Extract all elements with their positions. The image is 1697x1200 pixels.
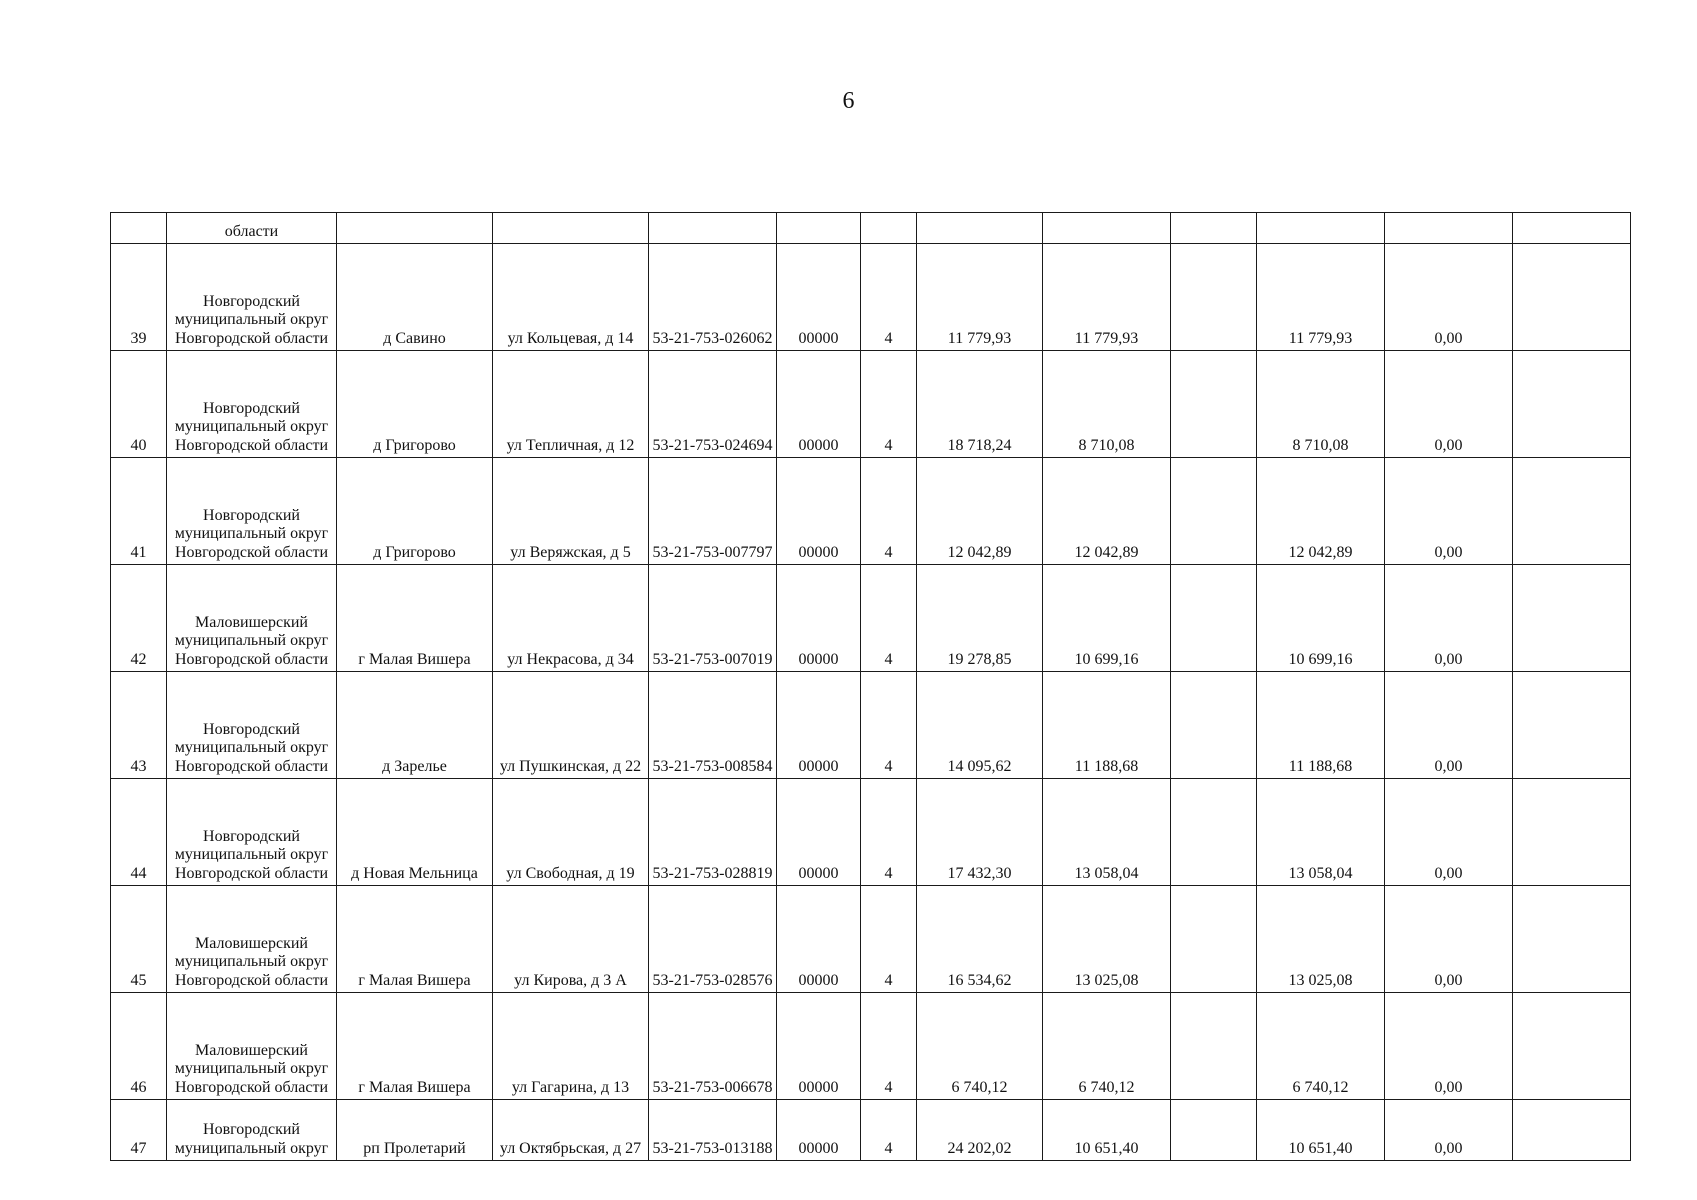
street-cell: ул Тепличная, д 12 (493, 351, 649, 458)
street-cell: ул Некрасова, д 34 (493, 565, 649, 672)
category-cell: 4 (861, 993, 917, 1100)
code-cell: 53-21-753-007019 (649, 565, 777, 672)
table-row (111, 672, 1631, 779)
amount-4-cell: 13 058,04 (1257, 779, 1385, 886)
amount-5-cell: 0,00 (1385, 565, 1513, 672)
amount-2-cell: 10 699,16 (1043, 565, 1171, 672)
amount-1-cell: 14 095,62 (917, 672, 1043, 779)
category-cell: 4 (861, 565, 917, 672)
table-row (111, 458, 1631, 565)
register-table (110, 212, 1631, 1161)
table-row (111, 351, 1631, 458)
page-number: 6 (842, 88, 855, 114)
zero-code-cell: 00000 (777, 1100, 861, 1161)
amount-2-cell: 10 651,40 (1043, 1100, 1171, 1161)
locality-cell: д Зарелье (337, 672, 493, 779)
zero-code-cell: 00000 (777, 351, 861, 458)
amount-2-cell: 6 740,12 (1043, 993, 1171, 1100)
empty-cell (1513, 565, 1631, 672)
locality-cell: д Григорово (337, 351, 493, 458)
zero-code-cell: 00000 (777, 672, 861, 779)
amount-4-cell: 11 779,93 (1257, 244, 1385, 351)
amount-1-cell: 11 779,93 (917, 244, 1043, 351)
amount-5-cell: 0,00 (1385, 244, 1513, 351)
amount-3-cell (1171, 458, 1257, 565)
row-number-cell: 47 (111, 1100, 167, 1161)
street-cell: ул Гагарина, д 13 (493, 993, 649, 1100)
amount-3-cell (1171, 779, 1257, 886)
amount-2-cell: 8 710,08 (1043, 351, 1171, 458)
amount-3-cell (1171, 886, 1257, 993)
amount-4-cell: 11 188,68 (1257, 672, 1385, 779)
table-row (111, 993, 1631, 1100)
table-row (111, 886, 1631, 993)
row-number-cell: 41 (111, 458, 167, 565)
category-cell: 4 (861, 672, 917, 779)
code-cell: 53-21-753-008584 (649, 672, 777, 779)
amount-5-cell: 0,00 (1385, 1100, 1513, 1161)
continuation-row (111, 213, 1631, 244)
zero-code-cell: 00000 (777, 565, 861, 672)
empty-cell (1513, 886, 1631, 993)
locality-cell: г Малая Вишера (337, 565, 493, 672)
table-row (111, 565, 1631, 672)
district-cell: Маловишерский муниципальный округ Новгородской области (167, 565, 337, 672)
amount-1-cell: 17 432,30 (917, 779, 1043, 886)
table-row (111, 1100, 1631, 1161)
district-cell: Новгородский муниципальный округ Новгородской области (167, 351, 337, 458)
row-number-cell: 45 (111, 886, 167, 993)
street-cell: ул Веряжская, д 5 (493, 458, 649, 565)
district-cell: Маловишерский муниципальный округ Новгородской области (167, 993, 337, 1100)
zero-code-cell: 00000 (777, 779, 861, 886)
amount-3-cell (1171, 672, 1257, 779)
street-cell: ул Пушкинская, д 22 (493, 672, 649, 779)
amount-5-cell: 0,00 (1385, 886, 1513, 993)
amount-5-cell: 0,00 (1385, 672, 1513, 779)
amount-3-cell (1171, 993, 1257, 1100)
empty-cell (1513, 244, 1631, 351)
zero-code-cell: 00000 (777, 886, 861, 993)
amount-4-cell: 10 651,40 (1257, 1100, 1385, 1161)
street-cell: ул Кольцевая, д 14 (493, 244, 649, 351)
row-number-cell: 42 (111, 565, 167, 672)
category-cell: 4 (861, 351, 917, 458)
empty-cell (1513, 458, 1631, 565)
locality-cell: г Малая Вишера (337, 886, 493, 993)
code-cell: 53-21-753-013188 (649, 1100, 777, 1161)
category-cell: 4 (861, 458, 917, 565)
locality-cell: д Новая Мельница (337, 779, 493, 886)
amount-3-cell (1171, 1100, 1257, 1161)
district-cell: Новгородский муниципальный округ Новгородской области (167, 672, 337, 779)
district-cell: Новгородский муниципальный округ (167, 1100, 337, 1161)
register-body (111, 213, 1631, 1161)
amount-1-cell: 24 202,02 (917, 1100, 1043, 1161)
street-cell: ул Свободная, д 19 (493, 779, 649, 886)
locality-cell: д Григорово (337, 458, 493, 565)
amount-1-cell: 18 718,24 (917, 351, 1043, 458)
code-cell: 53-21-753-028576 (649, 886, 777, 993)
amount-1-cell: 12 042,89 (917, 458, 1043, 565)
table-row (111, 779, 1631, 886)
locality-cell: д Савино (337, 244, 493, 351)
amount-4-cell: 8 710,08 (1257, 351, 1385, 458)
amount-3-cell (1171, 244, 1257, 351)
table-row (111, 244, 1631, 351)
zero-code-cell: 00000 (777, 993, 861, 1100)
locality-cell: г Малая Вишера (337, 993, 493, 1100)
zero-code-cell: 00000 (777, 244, 861, 351)
amount-5-cell: 0,00 (1385, 458, 1513, 565)
district-cell: Новгородский муниципальный округ Новгородской области (167, 779, 337, 886)
amount-4-cell: 12 042,89 (1257, 458, 1385, 565)
zero-code-cell: 00000 (777, 458, 861, 565)
code-cell: 53-21-753-028819 (649, 779, 777, 886)
amount-4-cell: 6 740,12 (1257, 993, 1385, 1100)
amount-1-cell: 16 534,62 (917, 886, 1043, 993)
code-cell: 53-21-753-026062 (649, 244, 777, 351)
category-cell: 4 (861, 244, 917, 351)
empty-cell (1513, 993, 1631, 1100)
amount-5-cell: 0,00 (1385, 993, 1513, 1100)
row-number-cell: 43 (111, 672, 167, 779)
category-cell: 4 (861, 779, 917, 886)
code-cell: 53-21-753-024694 (649, 351, 777, 458)
row-number-cell: 44 (111, 779, 167, 886)
row-number-cell: 39 (111, 244, 167, 351)
street-cell: ул Октябрьская, д 27 (493, 1100, 649, 1161)
district-cell: Новгородский муниципальный округ Новгородской области (167, 458, 337, 565)
code-cell: 53-21-753-007797 (649, 458, 777, 565)
amount-2-cell: 11 779,93 (1043, 244, 1171, 351)
street-cell: ул Кирова, д 3 А (493, 886, 649, 993)
amount-2-cell: 13 058,04 (1043, 779, 1171, 886)
amount-4-cell: 13 025,08 (1257, 886, 1385, 993)
category-cell: 4 (861, 886, 917, 993)
empty-cell (1513, 779, 1631, 886)
category-cell: 4 (861, 1100, 917, 1161)
amount-2-cell: 13 025,08 (1043, 886, 1171, 993)
empty-cell (1513, 351, 1631, 458)
locality-cell: рп Пролетарий (337, 1100, 493, 1161)
row-number-cell: 46 (111, 993, 167, 1100)
row-number-cell: 40 (111, 351, 167, 458)
amount-1-cell: 19 278,85 (917, 565, 1043, 672)
empty-cell (1513, 1100, 1631, 1161)
district-cell: Маловишерский муниципальный округ Новгородской области (167, 886, 337, 993)
amount-5-cell: 0,00 (1385, 779, 1513, 886)
amount-1-cell: 6 740,12 (917, 993, 1043, 1100)
amount-4-cell: 10 699,16 (1257, 565, 1385, 672)
amount-5-cell: 0,00 (1385, 351, 1513, 458)
amount-3-cell (1171, 565, 1257, 672)
amount-3-cell (1171, 351, 1257, 458)
amount-2-cell: 12 042,89 (1043, 458, 1171, 565)
empty-cell (1513, 672, 1631, 779)
code-cell: 53-21-753-006678 (649, 993, 777, 1100)
district-cell: области (167, 213, 337, 244)
district-cell: Новгородский муниципальный округ Новгородской области (167, 244, 337, 351)
amount-2-cell: 11 188,68 (1043, 672, 1171, 779)
